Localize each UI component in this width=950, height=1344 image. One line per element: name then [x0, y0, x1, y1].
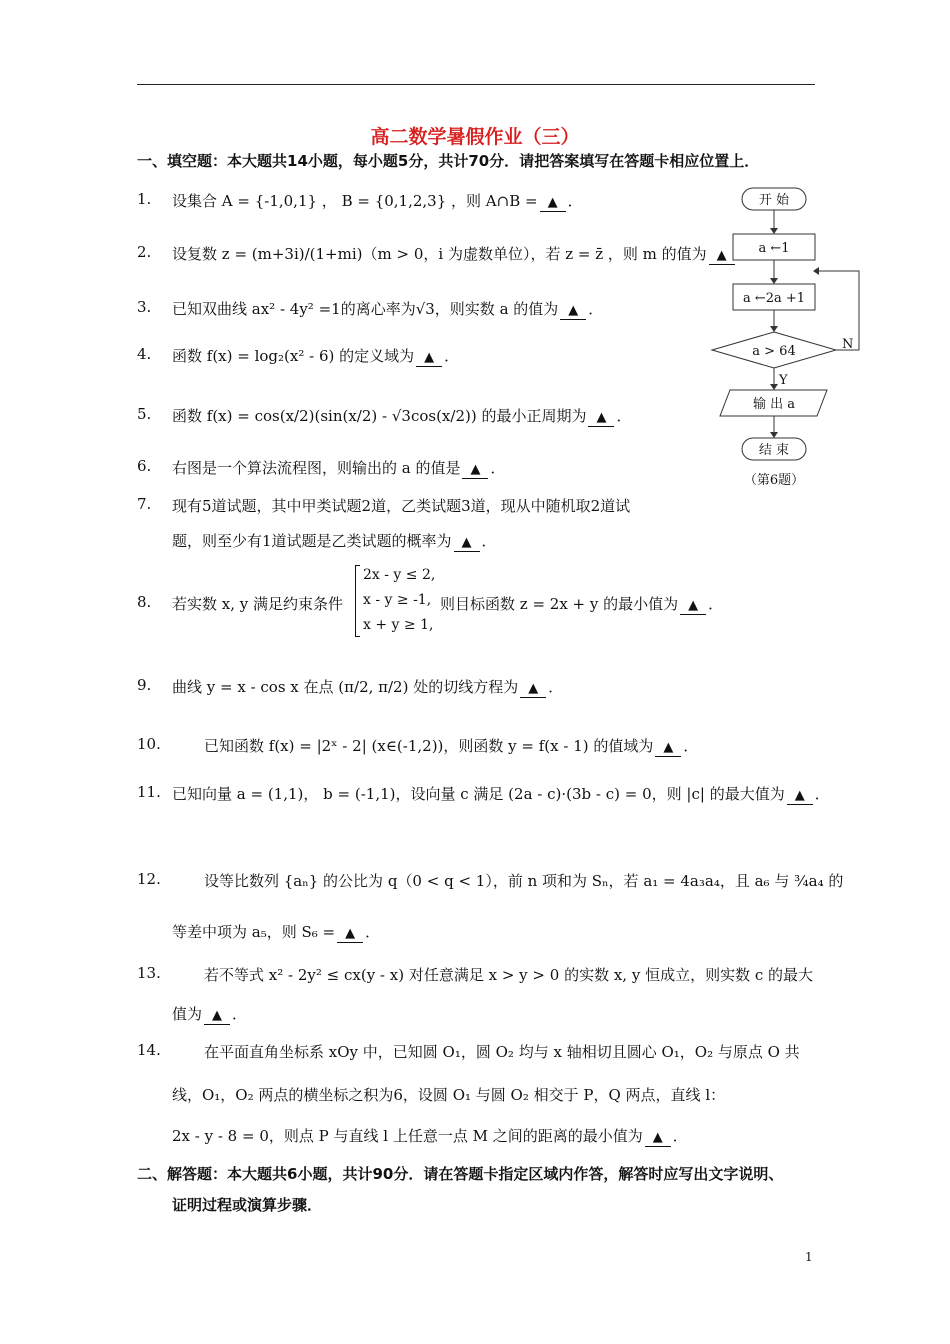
q3-text: 已知双曲线 ax² - 4y² =1的离心率为√3，则实数 a 的值为 ▲ ．	[172, 300, 604, 318]
flowchart-end-text: 结 束	[758, 443, 790, 458]
q8-number: 8.	[137, 593, 152, 611]
flowchart-yes-label: Y	[779, 373, 788, 388]
q12-number: 12.	[137, 870, 161, 888]
flowchart-caption: （第6题）	[743, 473, 805, 488]
section1-heading: 一、填空题：本大题共14小题，每小题5分，共计70分．请把答案填写在答题卡相应位置上．	[137, 152, 760, 170]
answer-blank: ▲	[588, 410, 614, 427]
q14-text-line1: 在平面直角坐标系 xOy 中，已知圆 O₁，圆 O₂ 均与 x 轴相切且圆心 O₁，O₂ 与原点 O 共	[204, 1043, 800, 1061]
page-number: 1	[805, 1250, 813, 1264]
q2-text: 设复数 z = (m+3i)/(1+mi)（m > 0，i 为虚数单位），若 z = z̄ ，则 m 的值为 ▲	[172, 243, 752, 265]
q8-constraint-2: x - y ≥ -1,	[363, 592, 432, 608]
flowchart-output-text: 输 出 a	[752, 397, 796, 412]
q6-text: 右图是一个算法流程图，则输出的 a 的值是 ▲ ．	[172, 459, 506, 477]
q10-text: 已知函数 f(x) = |2ˣ - 2| (x∈(-1,2))，则函数 y = f(x - 1) 的值域为 ▲ ．	[204, 737, 699, 755]
q13-text-line1: 若不等式 x² - 2y² ≤ cx(y - x) 对任意满足 x > y > 0 的实数 x, y 恒成立，则实数 c 的最大	[204, 966, 814, 984]
header-rule	[137, 84, 815, 85]
answer-blank: ▲	[540, 195, 566, 212]
q4-number: 4.	[137, 345, 152, 363]
q13-number: 13.	[137, 964, 161, 982]
q1-number: 1.	[137, 190, 152, 208]
q14-text-line2: 线，O₁，O₂ 两点的横坐标之积为6，设圆 O₁ 与圆 O₂ 相交于 P，Q 两点，直线 l：	[172, 1086, 726, 1104]
page-title: 高二数学暑假作业（三）	[370, 126, 580, 148]
q9-text: 曲线 y = x - cos x 在点 (π/2, π/2) 处的切线方程为 ▲ ．	[172, 678, 564, 696]
answer-blank: ▲	[337, 926, 363, 943]
q2-number: 2.	[137, 243, 152, 261]
q10-number: 10.	[137, 735, 161, 753]
constraint-brace	[355, 565, 360, 637]
answer-blank: ▲	[709, 248, 735, 265]
q5-text: 函数 f(x) = cos(x/2)(sin(x/2) - √3cos(x/2)) 的最小正周期为 ▲ ．	[172, 407, 632, 425]
q9-number: 9.	[137, 676, 152, 694]
q8-text2: 则目标函数 z = 2x + y 的最小值为 ▲ ．	[440, 595, 724, 613]
flowchart-step-text: a ←2a +1	[742, 291, 806, 306]
answer-blank: ▲	[462, 462, 488, 479]
answer-blank: ▲	[520, 681, 546, 698]
q7-number: 7.	[137, 495, 152, 513]
answer-blank: ▲	[787, 788, 813, 805]
answer-blank: ▲	[655, 740, 681, 757]
q8-constraint-3: x + y ≥ 1,	[363, 617, 434, 633]
flowchart-condition-text: a > 64	[752, 344, 796, 359]
q8-text: 若实数 x, y 满足约束条件	[172, 595, 344, 613]
q11-text: 已知向量 a = (1,1)， b = (-1,1)，设向量 c 满足 (2a - c)·(3b - c) = 0，则 |c| 的最大值为 ▲ ．	[172, 785, 830, 803]
flowchart-start-text: 开 始	[758, 193, 790, 208]
q13-text-line2: 值为 ▲ ．	[172, 1005, 248, 1023]
q6-number: 6.	[137, 457, 152, 475]
flowchart	[705, 180, 875, 500]
answer-blank: ▲	[416, 350, 442, 367]
flowchart-init-text: a ←1	[758, 241, 790, 256]
q12-text-line1: 设等比数列 {aₙ} 的公比为 q（0 < q < 1），前 n 项和为 Sₙ，若 a₁ = 4a₃a₄，且 a₆ 与 ¾a₄ 的	[204, 872, 844, 890]
q8-constraint-1: 2x - y ≤ 2,	[363, 567, 436, 583]
answer-blank: ▲	[204, 1008, 230, 1025]
q3-number: 3.	[137, 298, 152, 316]
flowchart-no-label: N	[842, 337, 854, 352]
answer-blank: ▲	[560, 303, 586, 320]
answer-blank: ▲	[454, 535, 480, 552]
q7-text-line2: 题，则至少有1道试题是乙类试题的概率为 ▲ ．	[172, 532, 497, 550]
answer-blank: ▲	[645, 1130, 671, 1147]
q14-number: 14.	[137, 1041, 161, 1059]
answer-blank: ▲	[680, 598, 706, 615]
q11-number: 11.	[137, 783, 161, 801]
section2-heading-line1: 二、解答题：本大题共6小题，共计90分．请在答题卡指定区域内作答，解答时应写出文字说明、	[137, 1165, 784, 1183]
q7-text-line1: 现有5道试题，其中甲类试题2道，乙类试题3道，现从中随机取2道试	[172, 497, 631, 515]
section2-heading-line2: 证明过程或演算步骤．	[172, 1196, 323, 1214]
q4-text: 函数 f(x) = log₂(x² - 6) 的定义域为 ▲ ．	[172, 347, 460, 365]
q14-text-line3: 2x - y - 8 = 0，则点 P 与直线 l 上任意一点 M 之间的距离的最小值为 ▲ ．	[172, 1127, 688, 1145]
q1-text: 设集合 A = {-1,0,1} ， B = {0,1,2,3} ，则 A∩B = ▲ ．	[172, 192, 583, 210]
q5-number: 5.	[137, 405, 152, 423]
q12-text-line2: 等差中项为 a₅，则 S₆ = ▲ ．	[172, 923, 381, 941]
